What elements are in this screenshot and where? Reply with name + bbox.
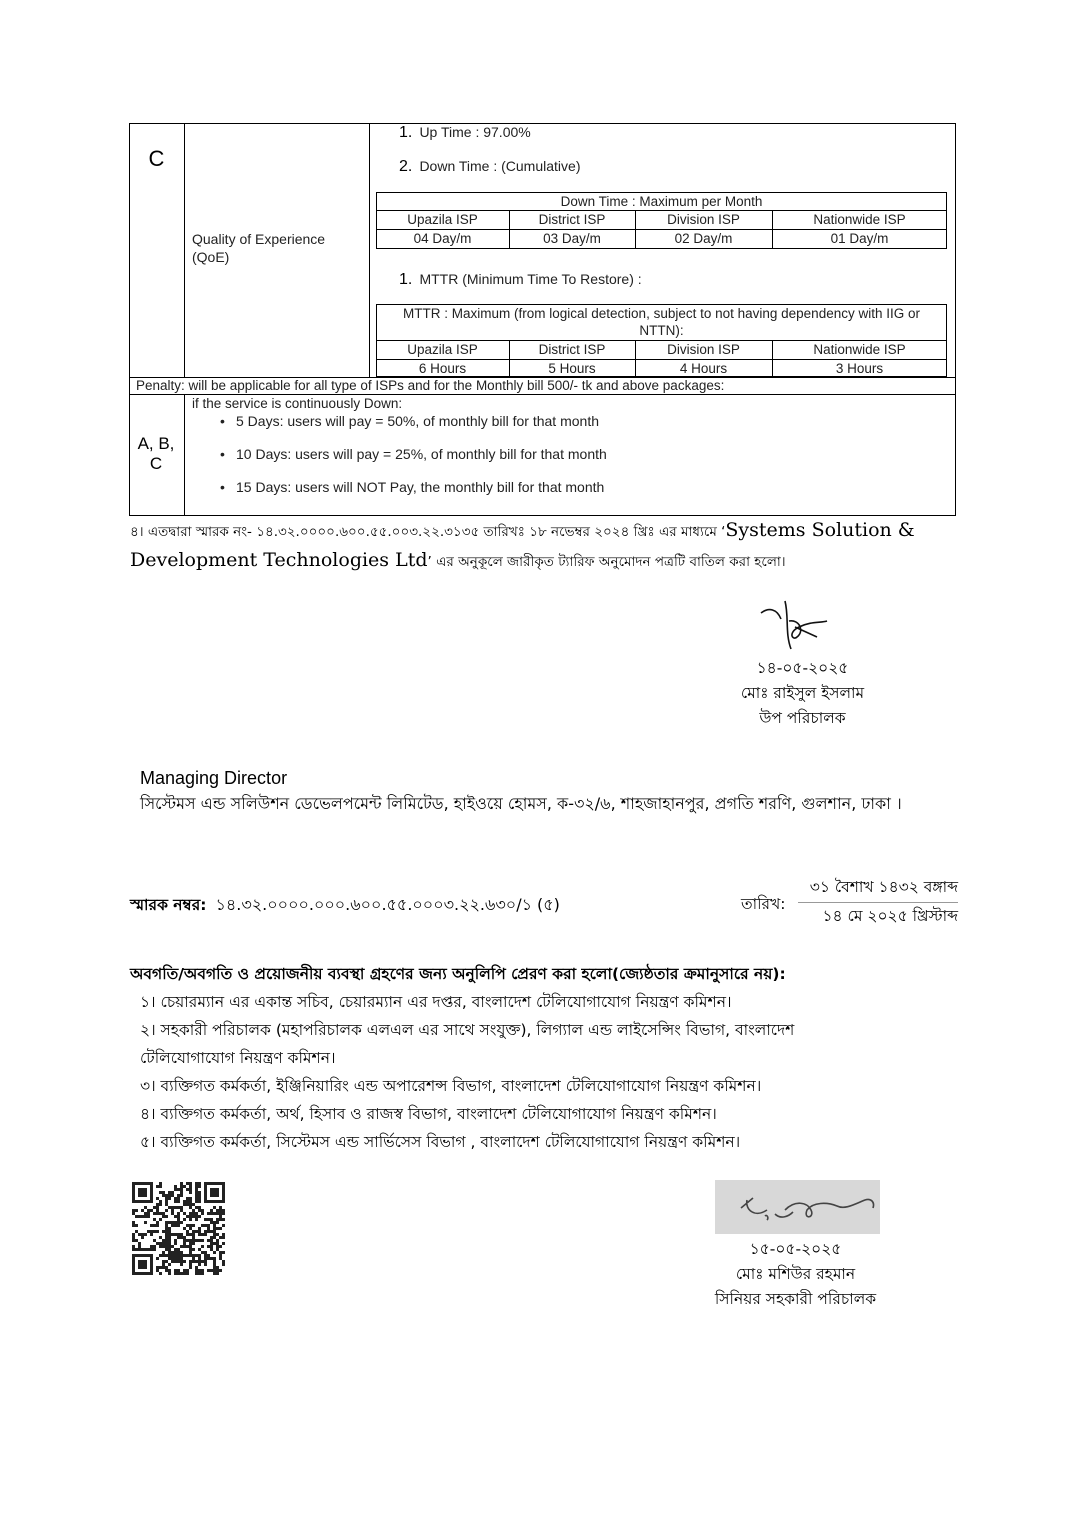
mttr-header-division: Division ISP — [667, 342, 740, 357]
downtime-header-division: Division ISP — [667, 212, 740, 227]
signatory-1-date: ১৪-০৫-২০২৫ — [756, 659, 849, 677]
clause-4-prefix: ৪। এতদ্বারা স্মারক নং- ১৪.৩২.০০০০.৬০০.৫৫.০০৩.২২.৩১৩৫ তারিখঃ ১৮ নভেম্বর ২০২৪ খ্রিঃ এর মাধ্যমে ‘ — [130, 524, 726, 540]
copy-to-heading: অবগতি/অবগতি ও প্রয়োজনীয় ব্যবস্থা গ্রহণের জন্য অনুলিপি প্রেরণ করা হলো(জ্যেষ্ঠতার ক্রমানুসারে নয়): — [130, 965, 786, 983]
penalty-list — [218, 413, 607, 495]
memo-date-gregorian: ১৪ মে ২০২৫ খ্রিস্টাব্দ — [822, 907, 958, 925]
downtime-header-district: District ISP — [538, 212, 606, 227]
downtime-header-nationwide: Nationwide ISP — [813, 212, 906, 227]
penalty-note: Penalty: will be applicable for all type of ISPs and for the Monthly bill 500/- tk and above packages: — [136, 378, 725, 393]
memo-number: ১৪.৩২.০০০০.০০০.৬০০.৫৫.০০০৩.২২.৬৩০/১ (৫) — [215, 895, 560, 914]
signatory-2-date: ১৫-০৫-২০২৫ — [749, 1240, 842, 1258]
clause-4-company-part2: Development Technologies Ltd — [130, 549, 428, 571]
memo-date-bangla: ৩১ বৈশাখ ১৪৩২ বঙ্গাব্দ — [809, 878, 958, 896]
signatory-1-name: মোঃ রাইসুল ইসলাম — [740, 684, 865, 702]
downtime-table-title: Down Time : Maximum per Month — [560, 194, 763, 209]
signatory-1-designation: উপ পরিচালক — [759, 709, 846, 727]
mttr-value-upazila: 6 Hours — [418, 361, 467, 376]
mttr-item — [399, 269, 642, 289]
mttr-header-upazila: Upazila ISP — [407, 342, 478, 357]
qoe-row-label: C — [148, 146, 165, 171]
downtime-value-nationwide: 01 Day/m — [830, 231, 889, 246]
penalty-intro: if the service is continuously Down: — [192, 396, 403, 411]
signatory-1 — [680, 656, 925, 731]
copy-to-block — [130, 960, 970, 1156]
copy-to-item-4: ৪। ব্যক্তিগত কর্মকর্তা, অর্থ, হিসাব ও রাজস্ব বিভাগ, বাংলাদেশ টেলিযোগাযোগ নিয়ন্ত্রণ কমিশন। — [140, 1105, 717, 1123]
clause-4-suffix: ’ এর অনুকূলে জারীকৃত ট্যারিফ অনুমোদন পত্রটি বাতিল করা হলো। — [427, 554, 786, 570]
mttr-header-district: District ISP — [538, 342, 606, 357]
copy-to-item-2-continued: টেলিযোগাযোগ নিয়ন্ত্রণ কমিশন। — [140, 1049, 336, 1067]
downtime-value-district: 03 Day/m — [543, 231, 601, 246]
penalty-item-15-days: • 15 Days: users will NOT Pay, the monthly bill for that month — [218, 479, 607, 495]
penalty-label: A, B, C — [137, 434, 175, 473]
copy-to-item-3: ৩। ব্যক্তিগত কর্মকর্তা, ইঞ্জিনিয়ারিং এন্ড অপারেশন্স বিভাগ, বাংলাদেশ টেলিযোগাযোগ নিয়ন্ত্রণ কমিশন। — [140, 1077, 762, 1095]
qr-code — [131, 1181, 226, 1277]
clause-4-company-part1: Systems Solution & — [725, 519, 915, 541]
signatory-2-name: মোঃ মশিউর রহমান — [735, 1265, 856, 1283]
downtime-item — [399, 156, 580, 176]
mttr-value-district: 5 Hours — [548, 361, 596, 376]
mttr-header-nationwide: Nationwide ISP — [813, 342, 906, 357]
signatory-2 — [683, 1237, 908, 1312]
qoe-criterion: Quality of Experience (QoE) — [192, 231, 326, 265]
downtime-header-upazila: Upazila ISP — [407, 212, 478, 227]
uptime-number: 1. — [399, 124, 413, 141]
uptime-item — [399, 122, 531, 142]
mttr-table-title: MTTR : Maximum (from logical detection, subject to not having dependency with IIG or NTTN): — [403, 306, 920, 338]
recipient-block — [140, 766, 902, 818]
recipient-title: Managing Director — [140, 768, 288, 788]
copy-to-item-1: ১। চেয়ারম্যান এর একান্ত সচিব, চেয়ারম্যান এর দপ্তর, বাংলাদেশ টেলিযোগাযোগ নিয়ন্ত্রণ কমিশন। — [140, 993, 732, 1011]
penalty-item-10-days: • 10 Days: users will pay = 25%, of monthly bill for that month — [218, 446, 607, 462]
clause-4 — [130, 516, 960, 576]
downtime-value-upazila: 04 Day/m — [413, 231, 472, 246]
mttr-value-nationwide: 3 Hours — [835, 361, 884, 376]
recipient-address: সিস্টেমস এন্ড সলিউশন ডেভেলপমেন্ট লিমিটেড, হাইওয়ে হোমস, ক-৩২/৬, শাহজাহানপুর, প্রগতি শরণি, গুলশান, ঢাকা । — [140, 794, 902, 813]
memo-label: স্মারক নম্বর: — [130, 896, 207, 914]
mttr-number: 1. — [399, 271, 413, 288]
downtime-value-division: 02 Day/m — [674, 231, 733, 246]
downtime-text: Down Time : (Cumulative) — [419, 158, 581, 174]
penalty-item-5-days: • 5 Days: users will pay = 50%, of monthly bill for that month — [218, 413, 607, 429]
signature-1-image — [755, 597, 835, 655]
copy-to-item-2: ২। সহকারী পরিচালক (মহাপরিচালক এলএল এর সাথে সংযুক্ত), লিগ্যাল এন্ড লাইসেন্সিং বিভাগ, বাংলাদেশ — [140, 1021, 795, 1039]
memo-number-line — [130, 892, 560, 919]
signatory-2-designation: সিনিয়র সহকারী পরিচালক — [714, 1290, 877, 1308]
downtime-number: 2. — [399, 158, 413, 175]
memo-dates — [792, 874, 958, 929]
signature-2-image — [715, 1180, 880, 1234]
memo-date-label: তারিখ: — [741, 895, 786, 913]
copy-to-item-5: ৫। ব্যক্তিগত কর্মকর্তা, সিস্টেমস এন্ড সার্ভিসেস বিভাগ , বাংলাদেশ টেলিযোগাযোগ নিয়ন্ত্রণ কমিশন। — [140, 1133, 741, 1151]
uptime-text: Up Time : 97.00% — [419, 124, 531, 140]
mttr-text: MTTR (Minimum Time To Restore) : — [419, 271, 642, 287]
mttr-value-division: 4 Hours — [679, 361, 728, 376]
